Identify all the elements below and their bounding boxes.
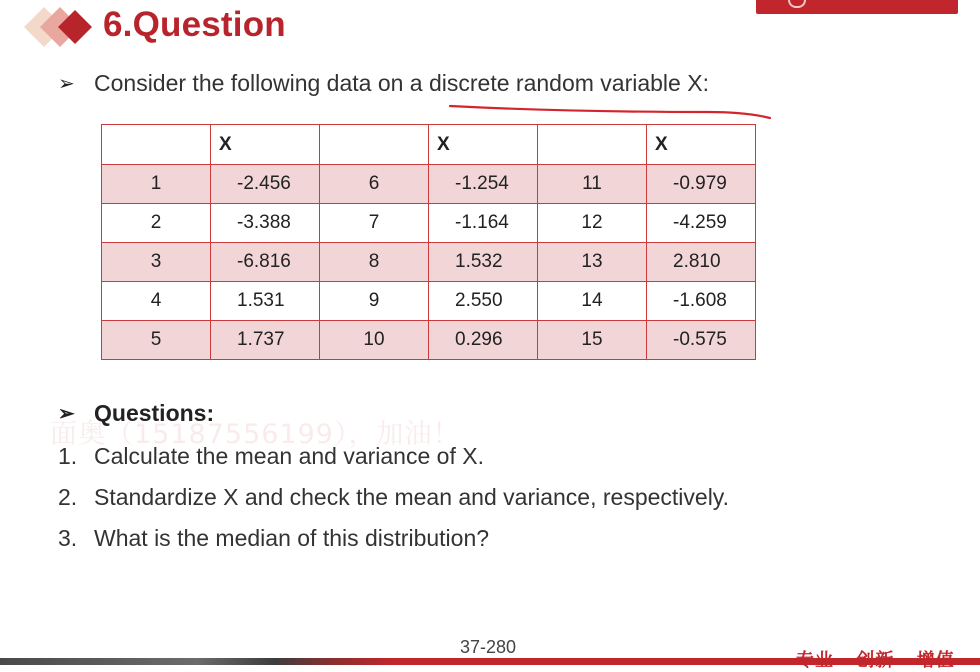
table-header-cell: X [211,125,320,165]
list-item [58,443,729,484]
table-cell: 9 [320,282,429,321]
arrow-bullet-icon: ➢ [58,402,75,425]
list-item-text: What is the median of this distribution? [94,525,490,551]
table-cell: -0.575 [647,321,756,360]
watermark-text: 面奥（15187556199），加油！ [50,419,461,450]
table-cell: 7 [320,204,429,243]
data-table [101,124,756,360]
list-item-text: Standardize X and check the mean and variance, respectively. [94,484,729,510]
pen-underline-annotation [448,98,773,124]
page-number: 37-280 [460,637,517,657]
table-header-cell: X [429,125,538,165]
top-brand-tab [756,0,958,14]
footer-bar [0,658,980,665]
table-cell: 12 [538,204,647,243]
list-item-number: 2. [58,484,78,510]
table-cell: 8 [320,243,429,282]
table-header-cell [102,125,211,165]
table-cell: 2.810 [647,243,756,282]
table-header-row [102,125,756,165]
table-cell: -1.608 [647,282,756,321]
diamond-logo-icon [20,2,95,52]
intro-line [58,70,709,97]
table-row [102,243,756,282]
table-row [102,321,756,360]
table-cell: 14 [538,282,647,321]
table-cell: 2 [102,204,211,243]
table-cell: -6.816 [211,243,320,282]
table-cell: 15 [538,321,647,360]
table-cell: 4 [102,282,211,321]
intro-text: Consider the following data on a discrete random variable X: [94,70,709,96]
questions-heading-text: Questions: [94,400,215,426]
table-header-cell [320,125,429,165]
table-cell: -3.388 [211,204,320,243]
table-cell: 1.531 [211,282,320,321]
table-cell: -1.254 [429,165,538,204]
table-header-cell [538,125,647,165]
arrow-bullet-icon: ➢ [58,72,75,95]
table-cell: 1.737 [211,321,320,360]
table-cell: -2.456 [211,165,320,204]
table-row [102,204,756,243]
table-cell: 11 [538,165,647,204]
list-item-text: Calculate the mean and variance of X. [94,443,484,469]
slide-title: 6.Question [103,5,286,44]
list-item-number: 3. [58,525,78,551]
table-cell: 0.296 [429,321,538,360]
list-item-number: 1. [58,443,78,469]
list-item [58,525,729,566]
table-cell: 5 [102,321,211,360]
table-cell: -1.164 [429,204,538,243]
table-row [102,282,756,321]
questions-heading [58,400,214,427]
table-cell: 1 [102,165,211,204]
table-cell: 2.550 [429,282,538,321]
table-cell: 10 [320,321,429,360]
table-cell: -4.259 [647,204,756,243]
table-cell: -0.979 [647,165,756,204]
table-cell: 1.532 [429,243,538,282]
table-cell: 13 [538,243,647,282]
questions-list [58,443,729,566]
list-item [58,484,729,525]
table-header-cell: X [647,125,756,165]
table-cell: 6 [320,165,429,204]
table-row [102,165,756,204]
table-cell: 3 [102,243,211,282]
brand-mark-icon [788,0,806,8]
